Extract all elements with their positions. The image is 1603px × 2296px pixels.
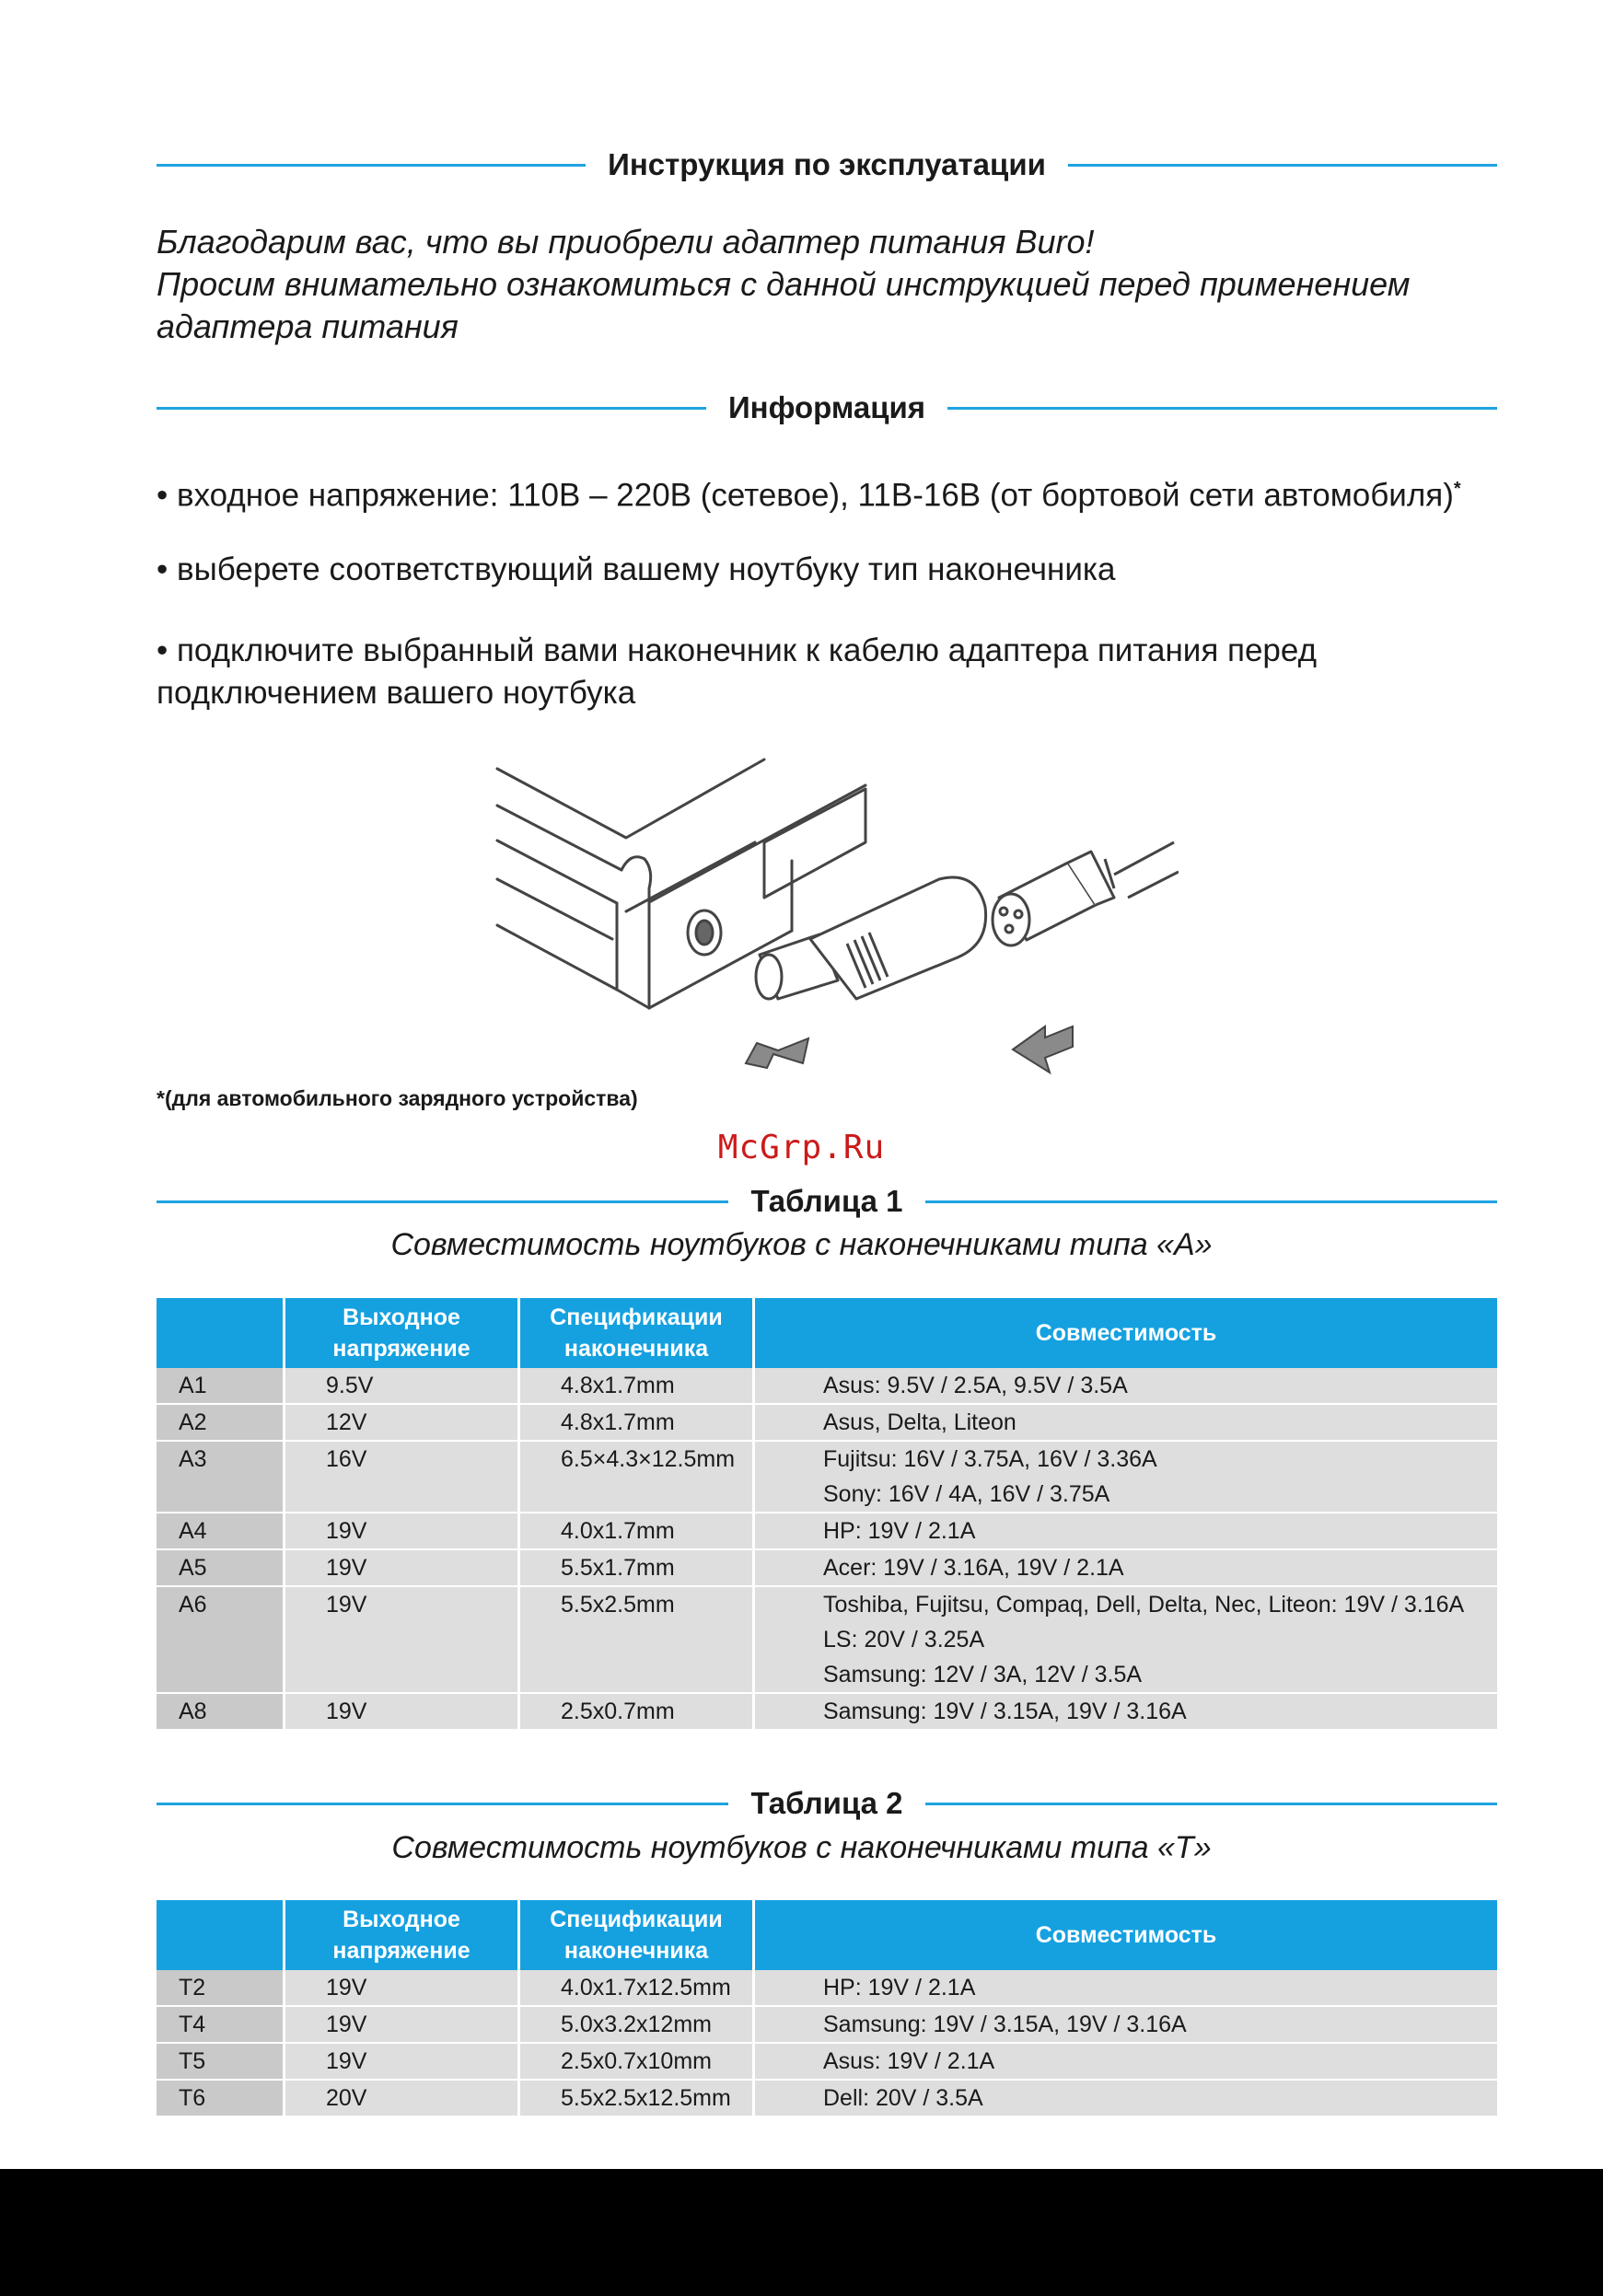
header-line-left [157,164,586,167]
table-row [157,1513,1497,1549]
row-voltage-cell: 19V [285,2043,519,2080]
intro-text [157,221,1410,348]
table-row [157,1441,1497,1513]
row-spec-cell: 2.5x0.7x10mm [519,2043,754,2080]
footnote: *(для автомобильного зарядного устройства) [157,1086,638,1110]
row-code-cell: A2 [157,1404,285,1441]
row-compat-cell [754,1549,1498,1586]
compat-line: Asus: 9.5V / 2.5A, 9.5V / 3.5A [823,1373,1128,1398]
row-code-cell: T6 [157,2080,285,2116]
row-spec-cell: 2.5x0.7mm [519,1693,754,1730]
bullet-input-voltage [157,468,1501,517]
table2-col-spec [519,1900,754,1970]
table1-col-spec-line1: Спецификации [550,1305,723,1330]
compat-line: Samsung: 12V / 3A, 12V / 3.5A [823,1662,1143,1687]
compat-line: Fujitsu: 16V / 3.75A, 16V / 3.36A [823,1446,1157,1472]
table2-col-spec-line2: наконечника [563,1938,709,1964]
intro-line-2: Просим внимательно ознакомиться с данной инструкцией перед применением [157,265,1411,303]
table-row [157,2043,1497,2080]
compat-line: Samsung: 19V / 3.15A, 19V / 3.16A [823,2012,1187,2037]
bullet-3-line-2: подключением вашего ноутбука [157,675,636,711]
header-section [157,147,1497,182]
compat-line: Asus, Delta, Liteon [823,1409,1016,1435]
compatibility-table-t [157,1900,1497,2117]
row-voltage-cell: 19V [285,1513,519,1549]
info-title: Информация [727,390,926,424]
bullet-choose-tip: • выберете соответствующий вашему ноутбуку тип наконечника [157,551,1116,587]
table2-header-row [157,1900,1497,1970]
row-voltage-cell: 9.5V [285,1368,519,1404]
arrow-right-icon [746,1038,808,1068]
table1-col-voltage-line1: Выходное [343,1305,460,1330]
table1-body [157,1368,1497,1730]
table1-col-spec-line2: наконечника [563,1336,709,1362]
row-compat-cell [754,1368,1498,1404]
info-line-left [157,407,706,410]
row-code-cell: A6 [157,1586,285,1693]
table2-body [157,1970,1497,2116]
table1-col-voltage [285,1298,519,1368]
tip-connector-drawing [756,877,986,999]
laptop-dc-port [688,910,721,955]
table2-col-spec-line1: Спецификации [550,1907,723,1932]
compatibility-table-a [157,1298,1497,1731]
table-row [157,1693,1497,1730]
row-compat-cell [754,1513,1498,1549]
row-spec-cell: 4.0x1.7mm [519,1513,754,1549]
row-compat-cell [754,1441,1498,1513]
table1-col-code [157,1298,285,1368]
compat-line: Sony: 16V / 4A, 16V / 3.75A [823,1481,1110,1507]
row-spec-cell: 5.5x2.5mm [519,1586,754,1693]
bullet-connect-tip [157,630,1501,714]
compat-line: Samsung: 19V / 3.15A, 19V / 3.16A [823,1699,1187,1724]
table1-line-right [925,1200,1497,1203]
table-row [157,1368,1497,1404]
row-voltage-cell: 12V [285,1404,519,1441]
header-line-right [1068,164,1497,167]
table2-line-right [925,1803,1497,1805]
row-compat-cell [754,1586,1498,1693]
row-spec-cell: 5.5x1.7mm [519,1549,754,1586]
compat-line: Acer: 19V / 3.16A, 19V / 2.1A [823,1555,1124,1581]
bottom-black-bar [0,2169,1603,2296]
row-code-cell: A3 [157,1441,285,1513]
connection-illustration [460,750,1179,1091]
row-code-cell: T4 [157,2006,285,2043]
row-voltage-cell: 20V [285,2080,519,2116]
info-line-right [947,407,1497,410]
table2-col-voltage [285,1900,519,1970]
intro-line-1: Благодарим вас, что вы приобрели адаптер питания Buro! [157,223,1095,261]
row-spec-cell: 4.8x1.7mm [519,1404,754,1441]
row-code-cell: A1 [157,1368,285,1404]
row-compat-cell [754,2043,1498,2080]
row-voltage-cell: 19V [285,1970,519,2006]
row-compat-cell [754,1693,1498,1730]
compat-line: LS: 20V / 3.25A [823,1627,985,1652]
table2-col-voltage-line1: Выходное [343,1907,460,1932]
row-code-cell: T2 [157,1970,285,2006]
table1-header-row [157,1298,1497,1368]
intro-line-3: адаптера питания [157,307,459,345]
row-compat-cell [754,1970,1498,2006]
table-row [157,1586,1497,1693]
table1-subtitle: Совместимость ноутбуков с наконечниками типа «А» [390,1227,1213,1262]
table2-col-code [157,1900,285,1970]
table2-line-left [157,1803,728,1805]
compat-line: Asus: 19V / 2.1A [823,2048,995,2074]
bullet-1-footnote-mark: * [1453,479,1461,499]
row-compat-cell [754,2006,1498,2043]
table2-header [157,1786,1497,1821]
row-voltage-cell: 19V [285,2006,519,2043]
info-section-header [157,390,1497,425]
row-voltage-cell: 19V [285,1586,519,1693]
table1-col-voltage-line2: напряжение [332,1336,470,1362]
table1-col-compat: Совместимость [754,1298,1498,1368]
row-code-cell: A8 [157,1693,285,1730]
row-code-cell: A4 [157,1513,285,1549]
table2-col-compat: Совместимость [754,1900,1498,1970]
compat-line: Dell: 20V / 3.5A [823,2085,983,2111]
row-voltage-cell: 19V [285,1549,519,1586]
table-row [157,2080,1497,2116]
row-spec-cell: 4.0x1.7x12.5mm [519,1970,754,2006]
row-code-cell: T5 [157,2043,285,2080]
compat-line: HP: 19V / 2.1A [823,1975,976,2000]
row-spec-cell: 4.8x1.7mm [519,1368,754,1404]
row-spec-cell: 6.5×4.3×12.5mm [519,1441,754,1513]
cable-plug-drawing [993,842,1179,945]
row-spec-cell: 5.5x2.5x12.5mm [519,2080,754,2116]
compat-line: Toshiba, Fujitsu, Compaq, Dell, Delta, Nec, Liteon: 19V / 3.16A [823,1592,1465,1618]
arrow-icons [746,1026,1073,1073]
table-row [157,1549,1497,1586]
row-compat-cell [754,2080,1498,2116]
table1-title: Таблица 1 [750,1184,903,1218]
table2-col-voltage-line2: напряжение [332,1938,470,1964]
row-code-cell: A5 [157,1549,285,1586]
arrow-left-icon [1013,1026,1073,1073]
table-row [157,1970,1497,2006]
row-compat-cell [754,1404,1498,1441]
row-spec-cell: 5.0x3.2x12mm [519,2006,754,2043]
page-title: Инструкция по эксплуатации [608,147,1046,181]
table1-col-spec [519,1298,754,1368]
bullet-1-text: • входное напряжение: 110В – 220В (сетевое), 11В-16В (от бортовой сети автомобиля) [157,477,1454,514]
table-row [157,2006,1497,2043]
table2-title: Таблица 2 [750,1786,903,1820]
bullet-3-line-1: • подключите выбранный вами наконечник к кабелю адаптера питания перед [157,632,1317,668]
row-voltage-cell: 16V [285,1441,519,1513]
table2-subtitle: Совместимость ноутбуков с наконечниками типа «Т» [391,1830,1212,1865]
row-voltage-cell: 19V [285,1693,519,1730]
watermark: McGrp.Ru [717,1129,886,1166]
table1-header [157,1184,1497,1219]
compat-line: HP: 19V / 2.1A [823,1518,976,1544]
table1-line-left [157,1200,728,1203]
table-row [157,1404,1497,1441]
